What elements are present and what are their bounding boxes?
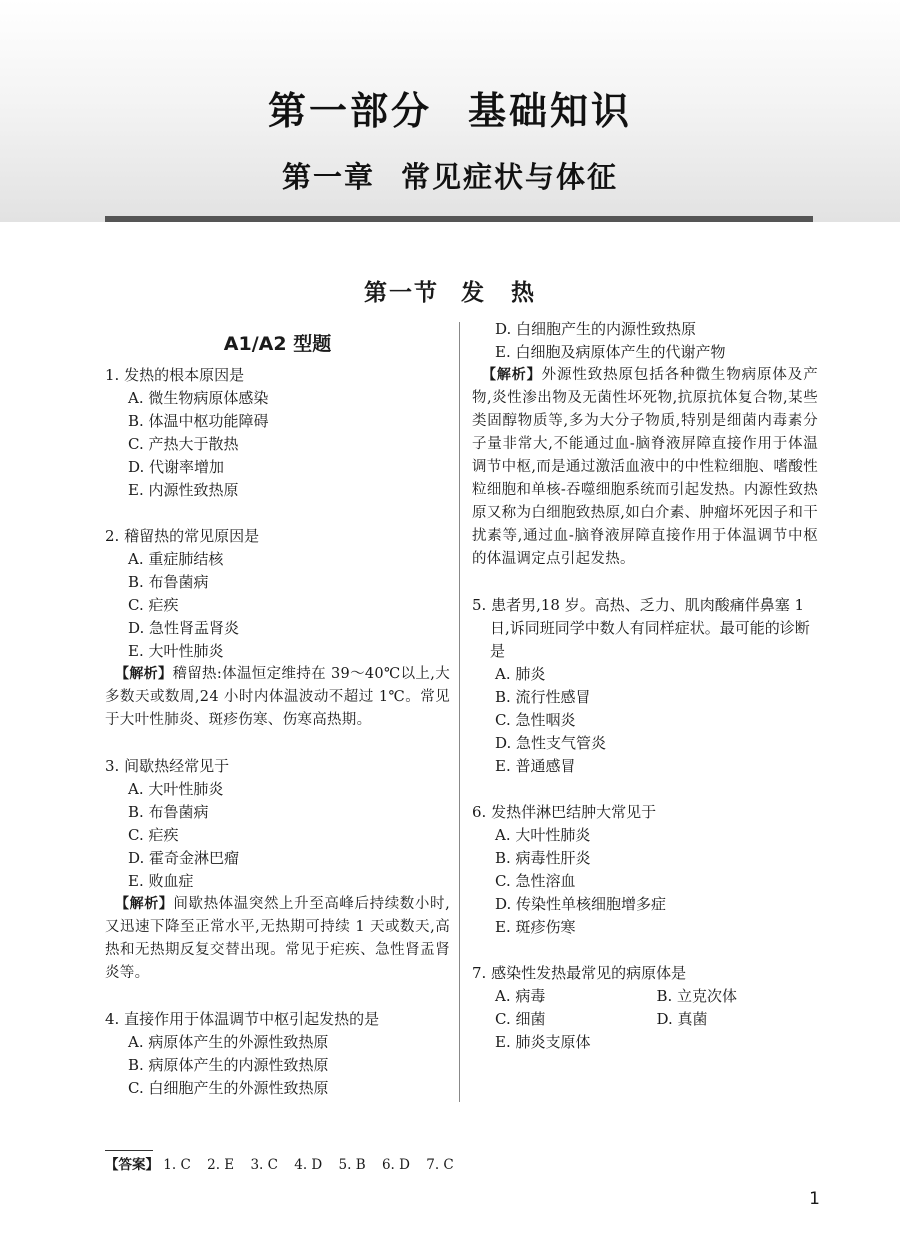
- page-number: 1: [809, 1189, 820, 1209]
- option-d: D. 急性肾盂肾炎: [128, 619, 240, 637]
- option-a: A. 大叶性肺炎: [128, 780, 224, 798]
- answer-key-label: 【答案】: [105, 1157, 159, 1173]
- option-c: C. 细菌: [495, 1010, 546, 1028]
- analysis: [472, 364, 818, 571]
- question-1: [105, 364, 450, 502]
- question-7: [472, 962, 818, 1054]
- option-e: E. 斑疹伤寒: [495, 918, 576, 936]
- option-b: B. 病原体产生的内源性致热原: [128, 1056, 329, 1074]
- option-b: B. 体温中枢功能障碍: [128, 412, 269, 430]
- option-c: C. 疟疾: [128, 826, 179, 844]
- option-e: E. 内源性致热原: [128, 481, 239, 499]
- question-6: [472, 801, 818, 939]
- option-e: E. 肺炎支原体: [495, 1033, 591, 1051]
- option-c: C. 白细胞产生的外源性致热原: [128, 1079, 329, 1097]
- chapter-title-number: 第一章: [281, 160, 375, 194]
- section-number: 第一节: [364, 279, 439, 306]
- option-d: D. 急性支气管炎: [495, 734, 607, 752]
- option-b: B. 布鲁菌病: [128, 573, 209, 591]
- answers-rule: [105, 1150, 153, 1151]
- analysis: [105, 663, 450, 732]
- option-b: B. 布鲁菌病: [128, 803, 209, 821]
- section-title: [0, 274, 900, 307]
- option-c: C. 急性咽炎: [495, 711, 576, 729]
- part-title-number: 第一部分: [267, 89, 432, 133]
- chapter-title: [0, 155, 900, 196]
- option-b: B. 病毒性肝炎: [495, 849, 591, 867]
- answer-item: 5. B: [338, 1157, 366, 1173]
- question-5: [472, 594, 818, 778]
- analysis-tag: 【解析】: [115, 666, 173, 682]
- question-stem: 4. 直接作用于体温调节中枢引起发热的是: [105, 1010, 380, 1028]
- header-rule: [105, 216, 813, 222]
- option-e: E. 白细胞及病原体产生的代谢产物: [495, 343, 726, 361]
- question-stem: 1. 发热的根本原因是: [105, 366, 245, 384]
- question-3: [105, 755, 450, 985]
- analysis-text: 间歇热体温突然上升至高峰后持续数小时,又迅速下降至正常水平,无热期可持续 1 天或数天,高热和无热期反复交替出现。常见于疟疾、急性肾盂肾炎等。: [105, 896, 451, 981]
- analysis-text: 稽留热:体温恒定维持在 39～40℃以上,大多数天或数周,24 小时内体温波动不超过 1℃。常见于大叶性肺炎、斑疹伤寒、伤寒高热期。: [105, 666, 450, 728]
- right-column: [472, 318, 818, 1077]
- analysis-tag: 【解析】: [115, 896, 174, 912]
- left-column: [105, 328, 450, 1123]
- analysis-text: 外源性致热原包括各种微生物病原体及产物,炎性渗出物及无菌性坏死物,抗原抗体复合物,某些类固醇物质等,多为大分子物质,特别是细菌内毒素分子量非常大,不能通过血-脑脊液屏障直接作用于体温调节中枢,而是通过激活血液中的中性粒细胞、嗜酸性粒细胞和单核-吞噬细胞系统而引起发热。内源性致热原又称为白细胞致热原,如白介素、肿瘤坏死因子和干扰素等,通过血-脑脊液屏障直接作用于体温调节中枢的体温调定点引起发热。: [472, 367, 818, 567]
- option-c: C. 产热大于散热: [128, 435, 239, 453]
- part-title: [0, 80, 900, 135]
- question-2: [105, 525, 450, 732]
- option-a: A. 肺炎: [495, 665, 546, 683]
- option-e: E. 大叶性肺炎: [128, 642, 224, 660]
- answer-item: 4. D: [294, 1157, 323, 1173]
- option-b: B. 立克次体: [656, 987, 738, 1005]
- answer-item: 6. D: [381, 1157, 410, 1173]
- option-a: A. 重症肺结核: [128, 550, 224, 568]
- answer-item: 1. C: [163, 1157, 191, 1173]
- question-stem: 7. 感染性发热最常见的病原体是: [472, 964, 687, 982]
- option-d: D. 真菌: [656, 1010, 708, 1028]
- analysis-tag: 【解析】: [482, 367, 542, 383]
- option-d: D. 白细胞产生的内源性致热原: [495, 320, 697, 338]
- question-4-continued: [472, 318, 818, 571]
- question-stem: 5. 患者男,18 岁。高热、乏力、肌肉酸痛伴鼻塞 1 日,诉同班同学中数人有同样症状。最可能的诊断是: [472, 596, 810, 660]
- option-row: [472, 1008, 818, 1031]
- answer-item: 7. C: [426, 1157, 454, 1173]
- part-title-name: 基础知识: [468, 89, 633, 133]
- question-stem: 3. 间歇热经常见于: [105, 757, 230, 775]
- analysis: [105, 893, 450, 985]
- option-b: B. 流行性感冒: [495, 688, 591, 706]
- option-row: [472, 985, 818, 1008]
- column-divider: [459, 322, 460, 1102]
- section-name: 发 热: [461, 279, 536, 306]
- option-d: D. 代谢率增加: [128, 458, 225, 476]
- question-stem: 6. 发热伴淋巴结肿大常见于: [472, 803, 657, 821]
- answer-item: 2. E: [207, 1157, 235, 1173]
- option-a: A. 大叶性肺炎: [495, 826, 591, 844]
- question-type-heading: A1/A2 型题: [223, 333, 332, 355]
- option-c: C. 疟疾: [128, 596, 179, 614]
- option-d: D. 霍奇金淋巴瘤: [128, 849, 240, 867]
- question-4: [105, 1008, 450, 1100]
- question-stem: 2. 稽留热的常见原因是: [105, 527, 260, 545]
- chapter-title-name: 常见症状与体征: [401, 160, 619, 194]
- option-e: E. 败血症: [128, 872, 194, 890]
- option-a: A. 病毒: [495, 987, 546, 1005]
- option-e: E. 普通感冒: [495, 757, 576, 775]
- option-d: D. 传染性单核细胞增多症: [495, 895, 667, 913]
- answer-key: [105, 1155, 466, 1175]
- option-a: A. 病原体产生的外源性致热原: [128, 1033, 329, 1051]
- answer-item: 3. C: [250, 1157, 278, 1173]
- option-c: C. 急性溶血: [495, 872, 576, 890]
- option-a: A. 微生物病原体感染: [128, 389, 269, 407]
